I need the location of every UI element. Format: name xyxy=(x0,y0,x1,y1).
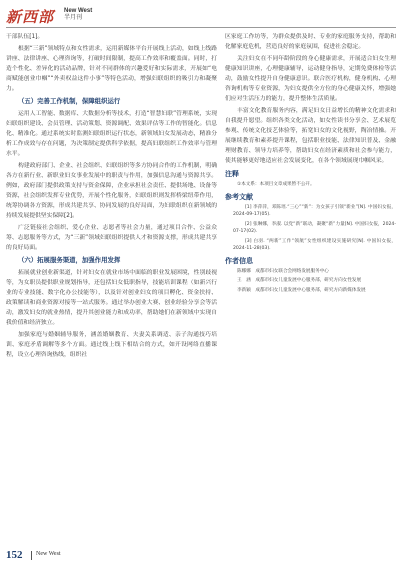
reference-item: [2] 张琳娜，李淑. 以党“新”联动，凝聚“新”力量[N]. 中国妇女报，2024-07-17(02). xyxy=(233,221,396,234)
body-paragraph: 丰富文化教育服务内容，满足妇女日益增长的精神文化需求和自我提升愿望。组织各类文化活动，如女性读书分享会、艺术展览参观、传统文化技艺体验等，拓宽妇女的文化视野，陶冶情操。开展继续教育和素养提升课程，包括职业技能、法律知识普及、金融理财教育、领导力培养等，帮助妇女在经济素质和社会参与能力，使其能够更好地适应社会发展变化，在各个领域展现巾帼风采。 xyxy=(225,108,396,164)
body-paragraph: 区家庭工作坊等，为群众提供及时、专业的家庭服务支持，帮助和化解家庭危机，营造良好的家庭氛围，促进社会稳定。 xyxy=(225,34,396,50)
body-paragraph: 干部队伍[1]。 xyxy=(6,34,44,40)
page-number: 152 xyxy=(6,549,23,561)
header-divider xyxy=(6,27,396,28)
body-paragraph: 根据“三新”领域特点和女性需求，运用新媒体平台开展线上活动，如线上线路讲座、法律讲座、心理咨询等，打破时间限制，提高工作效率和覆盖面。同时，打造个性化、差异化的活动品牌，针对不同群体的兴趣爱好和实际需求，开展如“电商赋能创业巾帼”“外卖权益这件小事”等特色活动，增强妇联组织的吸引力和凝聚力。 xyxy=(6,46,217,92)
author-info: 王 涵 成都市妇女儿童发展中心服务部，研究方向女性发展 xyxy=(237,278,362,283)
english-title-line2: 半月刊 xyxy=(64,15,83,21)
body-paragraph: 构建政府部门、企业、社会组织、妇联组织等多方协同合作的工作机制，明确各方在新行业、新职业妇女事业发展中的职责与作用，加强信息沟通与资源共享。例如，政府部门提供政策支持与资金保障，企业承担社会责任、提供场地、设备等资源，社会组织发挥专业优势，开展个性化服务，妇联组织则发挥桥梁纽带作用，统筹协调各方资源，形成共建共享、协同发展的良好局面，为妇联组织在新领域的持续发展提供坚实保障[2]。 xyxy=(6,163,217,219)
section-heading: 参考文献 xyxy=(225,192,253,201)
body-paragraph: 关注妇女在不同年龄阶段的身心健康需求，开展适合妇女生理健康知识讲座，心理健康辅导，运动健身指导，定期免费体检等活动，鼓励女性提升自身健康意识。联合医疗机构，健身机构、心理咨询机构等专业资源，为妇女提供全方位的身心健康关怀，增强她们应对生活压力的能力，提升整体生活质量。 xyxy=(225,56,396,102)
page-header xyxy=(6,5,396,27)
footer-magazine-name: New West xyxy=(36,551,61,557)
section-heading: （五）完善工作机制，保障组织运行 xyxy=(18,97,121,105)
right-column xyxy=(225,32,396,296)
body-paragraph: 拓展就业创业新渠道，针对妇女在就业市场中面临的职业发展困境，性别歧视等，为女职员提供职业规划指导，还包括妇女低职指导，技能培训课程（如新兴行业的专业技能、数字化办公技能等），以及针对创业妇女的项目孵化、资金扶持、政策解读和商业资源对接等一站式服务。通过举办创业大赛、创业经验分享会等活动，激发妇女的就业热情，提升其创业能力和成功率，帮助她们在新领域中实现自我价值和经济独立。 xyxy=(6,270,217,326)
section-heading: 注释 xyxy=(225,170,239,178)
reference-item: [1] 李萍萍，邓陈瑶.“三心”“新”：为女孩子引领“新业”[N]. 中国妇女报，2024-09-17(05). xyxy=(233,204,396,217)
body-paragraph: 加强家庭与婚姻辅导服务，涵盖婚姻教育、夫妻关系调适、亲子沟通技巧培训、家庭矛盾调解等多个方面。通过线上线下相结合的方式，如开设网络直播课程，设立心理咨询热线，组织社 xyxy=(6,332,217,358)
author-info: 李新颖 成都市妇女儿童发展中心服务部，研究方向新媒体发展 xyxy=(237,287,366,293)
english-title-line1: New West xyxy=(64,8,93,14)
body-paragraph: 广泛链接社会组织、爱心企业、志愿者等社会力量，通过项目合作、公益众筹、志愿服务等方式，为“三新”领域妇联组织提供人才和资源支撑，形成共建共享的良好局面。 xyxy=(6,225,217,251)
left-column xyxy=(6,32,217,362)
body-paragraph: 运用人工智能、数据库、大数据分析等技术，打造“智慧妇联”管理系统，实现妇联组织建设、会员管理、活动策划、资源调配、效果评估等工作的智能化。信息化、精准化。通过系统实时监测妇联组织运行状态，新领域妇女发展动态，精准分析工作成效与存在问题，为决策制定提供科学依据，提高妇联组织工作效率与管理水平。 xyxy=(6,111,217,157)
reference-item: [3] 白羽. “两新”工作“领航”女性组织建设实施研究[N]. 中国妇女报，2024-11-28(03). xyxy=(233,238,396,251)
section-heading: 作者信息 xyxy=(225,256,253,265)
footer-separator xyxy=(31,551,32,560)
section-heading: （六）拓展服务渠道，加强作用发挥 xyxy=(18,256,121,264)
note-text: ①本文系：本项目文章成果暂不公开。 xyxy=(237,182,315,187)
magazine-english-title xyxy=(64,8,92,22)
magazine-logo: 新西部 xyxy=(6,8,55,26)
page-footer xyxy=(6,548,396,564)
author-info: 陈娜娜 成都市妇女联合会网络发展服务中心 xyxy=(237,268,329,274)
